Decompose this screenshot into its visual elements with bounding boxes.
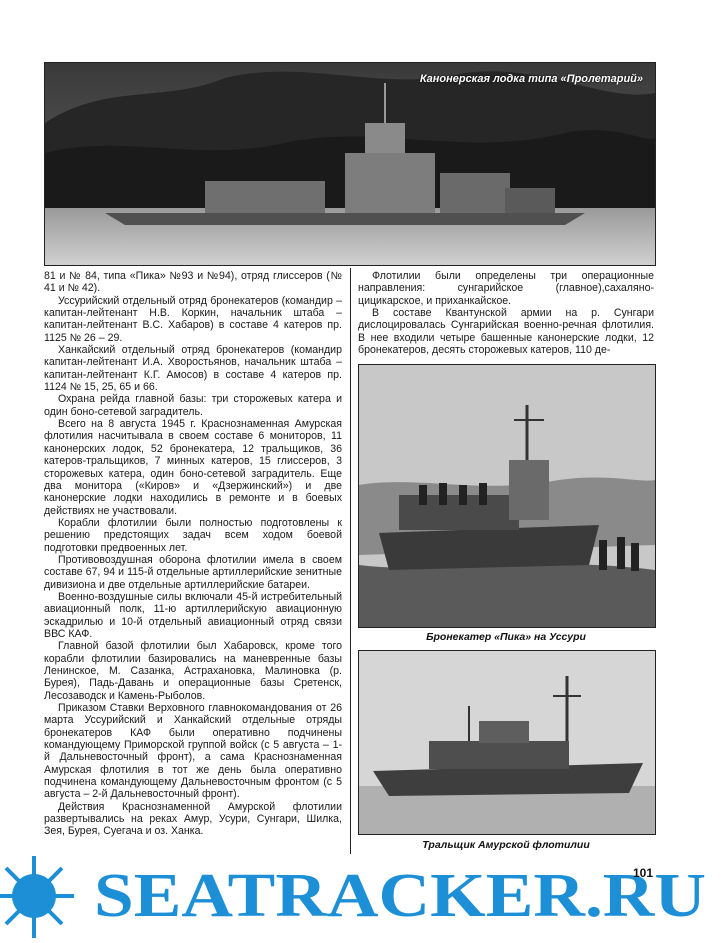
left-text-column [44, 270, 342, 838]
paragraph: Корабли флотилии были полностью подготовлены к решению предстоящих задач всем ходом боевой подготовки предвоенных лет. [44, 516, 342, 554]
paragraph: Всего на 8 августа 1945 г. Краснознаменная Амурская флотилия насчитывала в своем составе 6 мониторов, 11 канонерских лодок, 52 бронекатера, 12 тральщиков, 36 катеров-тральщиков, 7 минных катеров, 15 глиссеров, 3 сторожевых катера, один боно-сетевой заградитель. Еще два монитора («Киров» и «Дзержинский») и две канонерские лодки находились в ремонте и в боевых действиях не участвовали. [44, 418, 342, 517]
watermark-graphic [0, 852, 721, 943]
sun-logo-icon [0, 856, 74, 938]
paragraph: Приказом Ставки Верховного главнокомандования от 26 марта Уссурийский и Ханкайский отдельные отряды бронекатеров КАФ были оперативно подчинены командующему Приморской группой войск (с 5 августа – 1-й Дальневосточный фронт), а сама Краснознаменная Амурская флотилия в тот же день была оперативно подчинена командующему Дальневосточным фронтом (с 5 августа – 2-й Дальневосточный фронт). [44, 702, 342, 801]
paragraph: 81 и № 84, типа «Пика» №93 и №94), отряд глиссеров (№ 41 и № 42). [44, 270, 342, 295]
armored-boat-pika-image [359, 365, 655, 627]
paragraph: Уссурийский отдельный отряд бронекатеров (командир – капитан-лейтенант Н.В. Коркин, начальник штаба – капитан-лейтенант В.С. Хабаров) в составе 4 катеров пр. 1125 № 26 – 29. [44, 294, 342, 344]
minesweeper-image [359, 651, 655, 834]
column-divider [350, 268, 351, 854]
gunboat-photo-caption: Канонерская лодка типа «Пролетарий» [419, 73, 643, 85]
paragraph: Главной базой флотилии был Хабаровск, кроме того корабли флотилии базировались на маневренные базы Ленинское, М. Сазанка, Астрахановка, Малиновка (р. Бурея), Падь-Давань и операционные базы Сретенск, Лесозаводск и Камень-Рыболов. [44, 640, 342, 702]
minesweeper-caption: Тральщик Амурской флотилии [422, 839, 590, 851]
paragraph: Действия Краснознаменной Амурской флотилии развертывались на реках Амур, Усури, Сунгари, Шилка, Зея, Бурея, Суегача и оз. Ханка. [44, 800, 342, 838]
paragraph: Противовоздушная оборона флотилии имела в своем составе 67, 94 и 115-й отдельные артиллерийские зенитные дивизиона и две отдельные артиллерийские батареи. [44, 553, 342, 591]
armored-boat-pika-photo [358, 364, 656, 628]
page-number: 101 [633, 866, 654, 880]
paragraph: В составе Квантунской армии на р. Сунгари дислоцировалась Сунгарийская военно-речная флотилия. В нее входили четыре башенные канонерские лодки, 12 бронекатеров, десять сторожевых катеров, 110 де- [358, 307, 654, 357]
armored-boat-pika-caption: Бронекатер «Пика» на Уссури [426, 631, 586, 643]
watermark-text: SEATRACKER.RU [94, 862, 707, 930]
gunboat-photo-image [45, 63, 655, 265]
paragraph: Военно-воздушные силы включали 45-й истребительный авиационный полк, 11-ю артиллерийскую авиационную эскадрилью и 10-й отдельный авиационный отряд связи ВВС КАФ. [44, 590, 342, 640]
seatracker-watermark [0, 852, 721, 943]
right-text-column [358, 270, 654, 356]
gunboat-photo [44, 62, 656, 266]
paragraph: Охрана рейда главной базы: три сторожевых катера и один боно-сетевой заградитель. [44, 393, 342, 418]
minesweeper-photo [358, 650, 656, 835]
paragraph: Ханкайский отдельный отряд бронекатеров (командир капитан-лейтенант И.А. Хворостьянов, начальник штаба – капитан-лейтенант К.Г. Амосов) в составе 4 катеров пр. 1124 № 15, 25, 65 и 66. [44, 344, 342, 394]
paragraph: Флотилии были определены три операционные направления: сунгарийское (главное),сахаляно-цицикарское, и приханкайское. [358, 270, 654, 307]
